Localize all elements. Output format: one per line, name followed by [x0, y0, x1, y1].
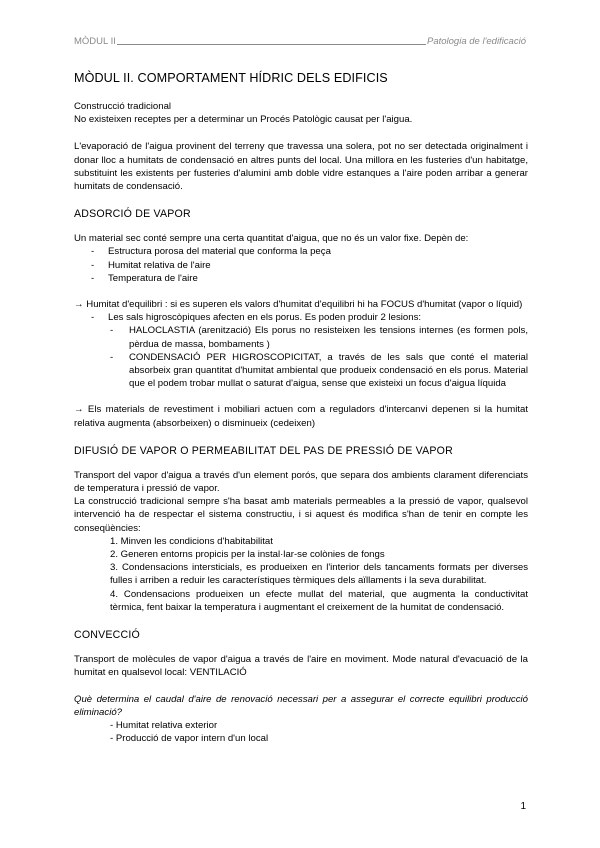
adsorcio-lead: Un material sec conté sempre una certa quantitat d'aigua, que no és un valor fixe. Depèn de:: [74, 233, 469, 245]
header-module: MÒDUL II: [74, 36, 116, 47]
intro-subtitle: Construcció tradicional: [74, 101, 172, 112]
page-title: MÒDUL II. COMPORTAMENT HÍDRIC DELS EDIFICIS: [74, 71, 388, 85]
factors-list: [74, 245, 528, 285]
list-item: - CONDENSACIÓ PER HIGROSCOPICITAT, a través de les sals que conté el material absorbeix gran quantitat d'humitat ambiental que produeix condensació en els porus. Material que el podem trobar mullat o saturat d'aigua, sense que existeixi un focus d'aigua líquida: [110, 351, 528, 391]
list-item: 2. Generen entorns propicis per la instal·lar-se colònies de fongs: [110, 549, 385, 561]
page-number: 1: [520, 801, 526, 812]
list-item: 1. Minven les condicions d'habitabilitat: [110, 535, 273, 547]
list-item: 3. Condensacions intersticials, es produeixen en l'interior dels tancaments formats per diverses fulles i arriben a reduir les característiques tèrmiques dels aïllaments i la seva durabilitat.: [110, 562, 528, 587]
sals-list: [74, 311, 528, 324]
list-item: 4. Condensacions produeixen un efecte mullat del material, que augmenta la conductivitat tèrmica, fent baixar la temperatura i augmentant el creixement de la humitat de condensació.: [110, 588, 528, 613]
conveccio-list: [74, 719, 528, 745]
conveccio-paragraph: Transport de molècules de vapor d'aigua a través de l'aire en moviment. Mode natural d'evacuació de la humitat en qualsevol local: VENTILACIÓ: [74, 654, 528, 679]
difusio-paragraph-1: Transport del vapor d'aigua a través d'un element porós, que separa dos ambients clarament diferenciats de temperatura i pressió de vapor.: [74, 469, 528, 495]
lesions-list: [74, 324, 528, 390]
list-item: - Temperatura de l'aire: [91, 272, 528, 285]
section-heading-conveccio: CONVECCIÓ: [74, 629, 140, 642]
header-rule: [117, 44, 426, 45]
conveccio-question: Què determina el caudal d'aire de renovació necessari per a assegurar el correcte equilibri producció eliminació?: [74, 693, 528, 718]
intro-line: No existeixen receptes per a determinar un Procés Patològic causat per l'aigua.: [74, 114, 413, 126]
header-subject: Patologia de l'edificació: [427, 36, 526, 47]
list-item: - Producció de vapor intern d'un local: [110, 733, 269, 745]
consequences-list: [74, 535, 528, 614]
difusio-paragraph-2: La construcció tradicional sempre s'ha basat amb materials permeables a la pressió de vapor, qualsevol intervenció ha de respectar el sistema constructiu, i si aquest és modifica s'han de tenir en compte les conseqüències:: [74, 496, 528, 534]
revestiment-paragraph: → Els materials de revestiment i mobiliari actuen com a reguladors d'intercanvi depenen si la humitat relativa augmenta (absorbeixen) o disminueix (cedeixen): [74, 404, 528, 429]
equilibri-paragraph: → Humitat d'equilibri : si es superen els valors d'humitat d'equilibri hi ha FOCUS d'humitat (vapor o líquid): [74, 299, 523, 311]
list-item: - Humitat relativa exterior: [110, 719, 218, 731]
list-item: - Humitat relativa de l'aire: [91, 259, 528, 272]
section-heading-adsorcio: ADSORCIÓ DE VAPOR: [74, 208, 191, 221]
page-content: [74, 70, 528, 745]
section-heading-difusio: DIFUSIÓ DE VAPOR O PERMEABILITAT DEL PAS DE PRESSIÓ DE VAPOR: [74, 444, 453, 457]
list-item: - HALOCLASTIA (arenització) Els porus no resisteixen les tensions internes (es formen pols, pèrdua de massa, bombaments ): [110, 324, 528, 350]
running-header: [74, 36, 526, 47]
list-item: - Estructura porosa del material que conforma la peça: [91, 245, 528, 258]
intro-paragraph: L'evaporació de l'aigua provinent del terreny que travessa una solera, pot no ser detectada originalment i donar lloc a humitats de condensació en altres punts del local. Una millora en les fusteries d'un habitatge, substituint les existents per fusteries d'alumini amb doble vidre estanques a l'aire poden arribar a generar humitats de condensació.: [74, 141, 528, 193]
list-item: - Les sals higroscòpiques afecten en els porus. Es poden produir 2 lesions:: [91, 311, 528, 324]
